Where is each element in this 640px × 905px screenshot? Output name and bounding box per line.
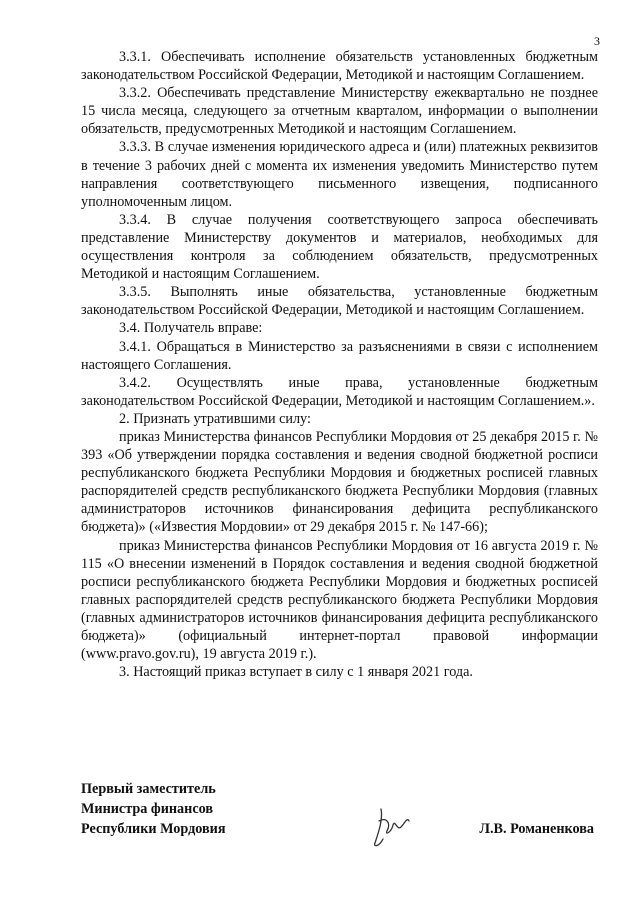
paragraph-repealed-order-2019: приказ Министерства финансов Республики Мордовия от 16 августа 2019 г. № 115 «О внесении изменений в Порядок составления и ведения сводной бюджетной росписи республиканского бюджета Республики Мордовия и бюджетных росписей главных распорядителей средств республиканского бюджета Республики Мордовия (главных администраторов источников финансирования дефицита республиканского бюджета)» (официальный интернет-портал правовой информации (www.pravo.gov.ru), 19 августа 2019 г.). [81, 537, 598, 663]
page-number: 3 [594, 34, 600, 48]
signature-block [81, 779, 598, 839]
paragraph-3-3-1: 3.3.1. Обеспечивать исполнение обязательств установленных бюджетным законодательством Российской Федерации, Методикой и настоящим Соглашением. [81, 49, 598, 84]
signer-title-line: Министра финансов [81, 801, 214, 817]
signer-title-line: Первый заместитель [81, 781, 216, 797]
paragraph-3-4: 3.4. Получатель вправе: [119, 320, 263, 337]
paragraph-item-2: 2. Признать утратившими силу: [119, 410, 311, 427]
document-body [81, 48, 598, 681]
paragraph-3-4-1: 3.4.1. Обращаться в Министерство за разъяснениями в связи с исполнением настоящего Соглашения. [81, 338, 598, 373]
signer-name: Л.В. Романенкова [479, 821, 594, 837]
paragraph-3-3-2: 3.3.2. Обеспечивать представление Министерству ежеквартально не позднее 15 числа месяца, следующего за отчетным кварталом, информации о выполнении обязательств, предусмотренных Методикой и настоящим Соглашением. [81, 85, 598, 138]
paragraph-3-3-4: 3.3.4. В случае получения соответствующего запроса обеспечивать представление Министерству документов и материалов, необходимых для осуществления контроля за соблюдением обязательств, предусмотренных Методикой и настоящим Соглашением. [81, 211, 598, 283]
paragraph-item-3: 3. Настоящий приказ вступает в силу с 1 января 2021 года. [119, 664, 473, 681]
paragraph-repealed-order-2015: приказ Министерства финансов Республики Мордовия от 25 декабря 2015 г. № 393 «Об утверждении порядка составления и ведения сводной бюджетной росписи республиканского бюджета Республики Мордовия и бюджетных росписей главных распорядителей средств республиканского бюджета Республики Мордовия (главных администраторов источников финансирования дефицита республиканского бюджета)» («Известия Мордовии» от 29 декабря 2015 г. № 147-66); [81, 428, 598, 536]
signer-title-line: Республики Мордовия [81, 821, 226, 837]
handwritten-signature [371, 803, 421, 851]
paragraph-3-4-2: 3.4.2. Осуществлять иные права, установленные бюджетным законодательством Российской Федерации, Методикой и настоящим Соглашением.». [81, 374, 598, 409]
paragraph-3-3-3: 3.3.3. В случае изменения юридического адреса и (или) платежных реквизитов в течение 3 рабочих дней с момента их изменения уведомить Министерство путем направления соответствующего письменного извещения, подписанного уполномоченным лицом. [81, 139, 598, 210]
paragraph-3-3-5: 3.3.5. Выполнять иные обязательства, установленные бюджетным законодательством Российской Федерации, Методикой и настоящим Соглашением. [81, 284, 598, 319]
